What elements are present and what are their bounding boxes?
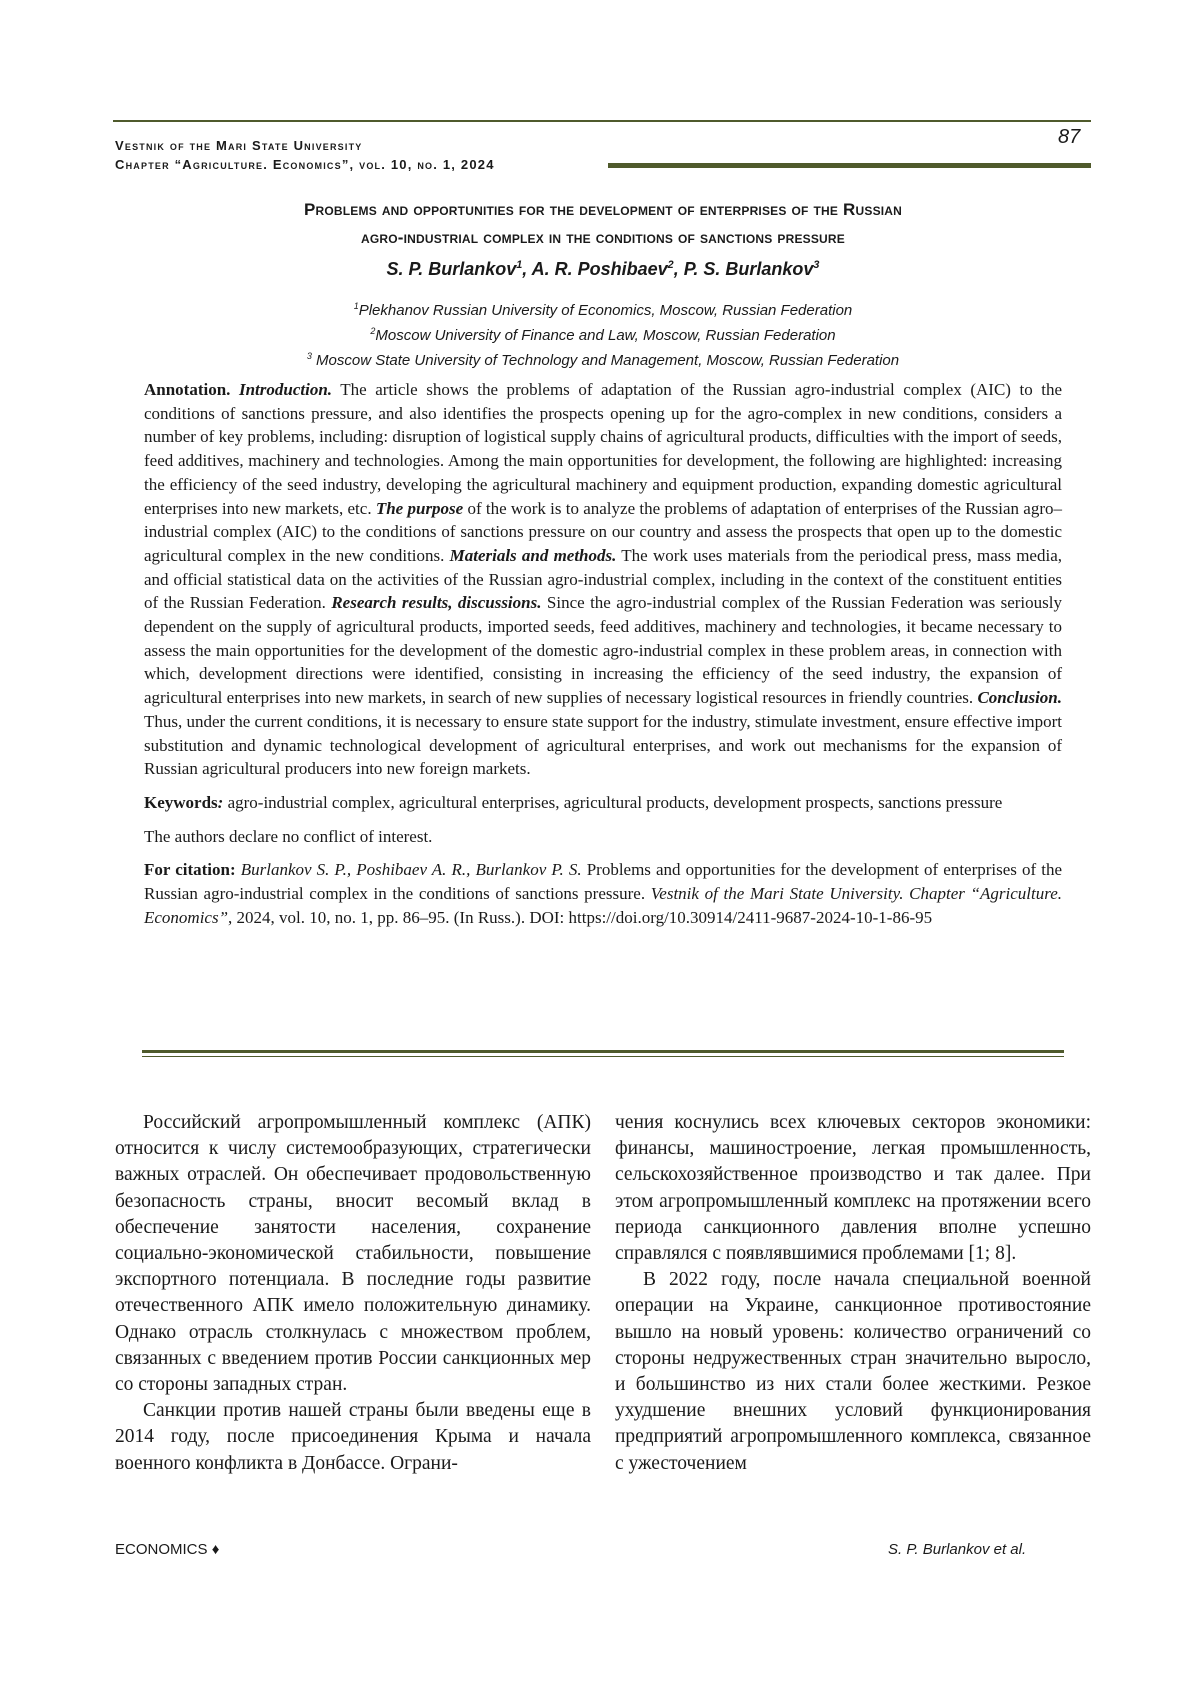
conclusion-label: Conclusion. [977, 688, 1062, 708]
author-separator: , [522, 259, 532, 279]
keywords-paragraph [144, 791, 1062, 815]
page-number: 87 [1058, 126, 1081, 148]
conflict-statement: The authors declare no conflict of interest. [144, 826, 433, 846]
abstract-block [144, 378, 1062, 929]
body-paragraph: В 2022 году, после начала специальной военной операции на Украине, санкционное противостояние вышло на новый уровень: количество ограничений со стороны недружественных стран значительно выросло, и большинство из них стали более жесткими. Резкое ухудшение внешних условий функционирования предприятий агропромышленного комплекса, связанное с ужесточением [615, 1269, 1091, 1474]
citation-title: Problems and opportunities for the development of enterprises of the Russian agro-industrial complex in the conditions of sanctions pressure. [144, 860, 1062, 904]
citation-journal: Vestnik of the Mari State University. Chapter “Agriculture. Economics” [144, 884, 1063, 927]
journal-name: Vestnik of the Mari State University [115, 138, 363, 153]
body-paragraph: Российский агропромышленный комплекс (АПК) относится к числу системообразующих, стратегически важных отраслей. Он обеспечивает продовольственную безопасность страны, вносит весомый вклад в обеспечение занятости населения, сохранение социально-экономической стабильности, повышение экспортного потенциала. В последние годы развитие отечественного АПК имело положительную динамику. Однако отрасль столкнулась с множеством проблем, связанных с введением против России санкционных мер со стороны западных стран. [115, 1112, 591, 1396]
affiliation [115, 321, 1091, 346]
affiliations [115, 296, 1091, 371]
affiliation-mark: 1 [353, 301, 359, 311]
abstract-rule-thin [142, 1056, 1064, 1057]
author-affil-mark: 2 [667, 259, 674, 271]
body-paragraph: чения коснулись всех ключевых секторов экономики: финансы, машиностроение, легкая промышленность, сельскохозяйственное производство и так далее. При этом агропромышленный комплекс на протяжении всего периода санкционного давления вполне успешно справлялся с появлявшимися проблемами [1; 8]. [615, 1112, 1091, 1265]
body-column-left [115, 1110, 591, 1477]
affiliation-mark: 2 [370, 326, 376, 336]
abstract-paragraph [144, 378, 1062, 781]
abstract-rule [142, 1050, 1064, 1053]
introduction-label: Introduction. [238, 380, 333, 399]
footer-running-authors: S. P. Burlankov et al. [888, 1541, 1027, 1558]
affiliation-text: Moscow State University of Technology and Management, Moscow, Russian Federation [311, 352, 900, 369]
affiliation-text: Moscow University of Finance and Law, Moscow, Russian Federation [375, 327, 836, 344]
affiliation-text: Plekhanov Russian University of Economics, Moscow, Russian Federation [358, 302, 853, 319]
affiliation [115, 296, 1091, 321]
purpose-text: of the work is to analyze the problems of adaptation of enterprises of the Russian agro–industrial complex (AIC) to the conditions of sanctions pressure on our country and assess the prospects that open up to the domestic agricultural complex in the new conditions. [144, 498, 1062, 565]
author-separator: , [673, 259, 684, 279]
journal-chapter: Chapter “Agriculture. Economics”, vol. 10, no. 1, 2024 [115, 157, 495, 172]
keywords-colon: : [217, 792, 224, 812]
journal-rule [608, 163, 1091, 168]
keywords-label: Keywords [144, 792, 218, 812]
citation-details: , 2024, vol. 10, no. 1, pp. 86–95. (In Russ.). DOI: https://doi.org/10.30914/2411-9687-2024-10-1-86-95 [228, 907, 933, 927]
footer-section-name: ECONOMICS [115, 1541, 208, 1558]
affiliation-mark: 3 [306, 351, 312, 361]
citation-label: For citation: [144, 860, 236, 880]
diamond-icon: ♦ [211, 1541, 220, 1558]
author-list [115, 259, 1091, 280]
body-column-right [615, 1110, 1091, 1477]
author-affil-mark: 3 [813, 259, 820, 271]
introduction-text: The article shows the problems of adaptation of the Russian agro-industrial complex (AIC) to the conditions of sanctions pressure, and also identifies the prospects opening up for the agro-complex in new conditions, considers a number of key problems, including: disruption of logistical supply chains of agricultural products, difficulties with the import of seeds, feed additives, machinery and technologies. Among the main opportunities for development, the following are highlighted: increasing the efficiency of the seed industry, developing the agricultural machinery and equipment production, expanding domestic agricultural enterprises into new markets, etc. [144, 380, 1062, 518]
results-text: Since the agro-industrial complex of the Russian Federation was seriously dependent on the supply of agricultural products, imported seeds, feed additives, machinery and technologies, it became necessary to assess the main opportunities for the development of the domestic agro-industrial complex in these problem areas, in connection with which, development directions were identified, consisting in increasing the efficiency of the seed industry, the expansion of agricultural enterprises into new markets, in search of new supplies of necessary logistical resources in friendly countries. [144, 593, 1062, 708]
annotation-label: Annotation. [144, 380, 231, 399]
results-label: Research results, discussions. [331, 593, 542, 613]
author-name: S. P. Burlankov [386, 259, 517, 279]
author-affil-mark: 1 [516, 259, 523, 271]
affiliation [115, 346, 1091, 371]
title-line: agro-industrial complex in the conditions of sanctions pressure [360, 228, 845, 247]
author-name: A. R. Poshibaev [531, 259, 668, 279]
author-name: P. S. Burlankov [683, 259, 814, 279]
journal-header [115, 136, 495, 174]
methods-label: Materials and methods. [449, 545, 617, 565]
purpose-label: The purpose [375, 498, 464, 518]
article-title [115, 196, 1091, 252]
footer-section [115, 1541, 219, 1558]
keywords-text: agro-industrial complex, agricultural enterprises, agricultural products, development prospects, sanctions pressure [223, 792, 1003, 812]
conclusion-text: Thus, under the current conditions, it is necessary to ensure state support for the industry, stimulate investment, ensure effective import substitution and dynamic technological development of agricultural enterprises, and work out mechanisms for the expansion of Russian agricultural producers into new foreign markets. [144, 711, 1062, 779]
title-line: Problems and opportunities for the development of enterprises of the Russian [303, 200, 903, 219]
methods-text: The work uses materials from the periodical press, mass media, and official statistical data on the activities of the Russian agro-industrial complex, including in the context of the constituent entities of the Russian Federation. [144, 545, 1062, 613]
citation-paragraph [144, 858, 1062, 929]
citation-authors: Burlankov S. P., Poshibaev A. R., Burlankov P. S. [235, 860, 582, 880]
body-paragraph: Санкции против нашей страны были введены еще в 2014 году, после присоединения Крыма и начала военного конфликта в Донбассе. Ограни- [115, 1400, 591, 1474]
header-rule [113, 120, 1091, 122]
